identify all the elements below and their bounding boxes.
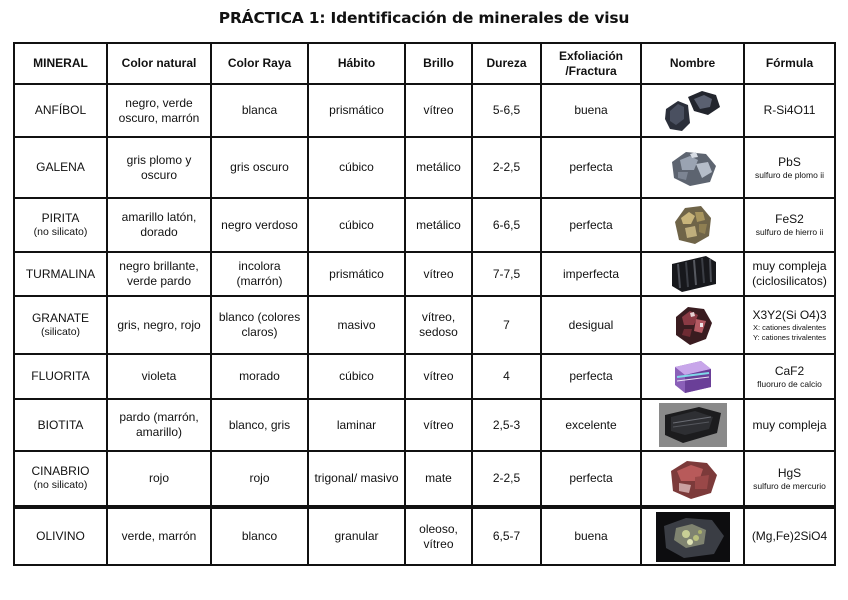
cell-dureza: 6,5-7	[472, 507, 541, 565]
header-nombre: Nombre	[641, 43, 744, 84]
cell-dureza: 7	[472, 296, 541, 354]
cell-exfoliacion: buena	[541, 507, 641, 565]
cell-nombre	[641, 451, 744, 507]
cell-color-raya: rojo	[211, 451, 308, 507]
cell-exfoliacion: perfecta	[541, 137, 641, 198]
cell-habito: trigonal/ masivo	[308, 451, 405, 507]
cell-color-raya: negro verdoso	[211, 198, 308, 252]
cell-color-raya: blanca	[211, 84, 308, 137]
cell-dureza: 5-6,5	[472, 84, 541, 137]
cell-color-raya: blanco	[211, 507, 308, 565]
formula-text: muy compleja	[752, 417, 827, 432]
table-row	[14, 507, 835, 565]
cell-nombre	[641, 354, 744, 399]
header-formula: Fórmula	[744, 43, 835, 84]
mineral-note: (no silicato)	[33, 225, 88, 238]
formula-text: muy compleja	[752, 259, 827, 273]
cell-formula	[744, 507, 835, 565]
cell-dureza: 2-2,5	[472, 451, 541, 507]
cell-exfoliacion: imperfecta	[541, 252, 641, 296]
cell-dureza: 2,5-3	[472, 399, 541, 451]
cell-mineral: FLUORITA	[14, 354, 107, 399]
cell-brillo: vítreo	[405, 84, 472, 137]
header-color-raya: Color Raya	[211, 43, 308, 84]
cell-mineral: BIOTITA	[14, 399, 107, 451]
cell-formula	[744, 137, 835, 198]
cell-exfoliacion: perfecta	[541, 354, 641, 399]
cell-nombre	[641, 507, 744, 565]
table-row	[14, 399, 835, 451]
cell-color-raya: blanco (colores claros)	[211, 296, 308, 354]
cell-formula	[744, 296, 835, 354]
cell-habito: cúbico	[308, 354, 405, 399]
minerals-table	[13, 42, 836, 566]
cell-habito: prismático	[308, 252, 405, 296]
cell-color-natural: violeta	[107, 354, 211, 399]
header-brillo: Brillo	[405, 43, 472, 84]
cell-brillo: vítreo	[405, 399, 472, 451]
cell-nombre	[641, 198, 744, 252]
cell-formula	[744, 84, 835, 137]
cell-habito: masivo	[308, 296, 405, 354]
formula-note: sulfuro de hierro ii	[755, 227, 824, 238]
cell-formula	[744, 354, 835, 399]
cell-color-natural: pardo (marrón, amarillo)	[107, 399, 211, 451]
cell-formula	[744, 252, 835, 296]
cell-exfoliacion: excelente	[541, 399, 641, 451]
formula-note: Y: cationes trivalentes	[753, 332, 826, 342]
fluorita-mineral-image	[671, 359, 715, 395]
cell-color-natural: negro, verde oscuro, marrón	[107, 84, 211, 137]
anfibol-mineral-image	[662, 89, 724, 133]
cell-brillo: vítreo, sedoso	[405, 296, 472, 354]
header-dureza: Dureza	[472, 43, 541, 84]
cell-color-natural: gris plomo y oscuro	[107, 137, 211, 198]
header-exfoliacion	[541, 43, 641, 84]
cell-color-raya: incolora (marrón)	[211, 252, 308, 296]
cell-brillo: vítreo	[405, 354, 472, 399]
table-row	[14, 137, 835, 198]
cell-mineral: TURMALINA	[14, 252, 107, 296]
formula-text: X3Y2(Si O4)3	[752, 307, 827, 322]
table-row	[14, 252, 835, 296]
cell-habito: cúbico	[308, 137, 405, 198]
olivino-mineral-image	[656, 512, 730, 562]
cell-nombre	[641, 252, 744, 296]
cell-color-natural: amarillo latón, dorado	[107, 198, 211, 252]
cell-color-natural: verde, marrón	[107, 507, 211, 565]
cell-habito: granular	[308, 507, 405, 565]
cell-mineral: OLIVINO	[14, 507, 107, 565]
cell-nombre	[641, 399, 744, 451]
formula-text: HgS	[777, 465, 802, 480]
header-row	[14, 43, 835, 84]
mineral-note: (silicato)	[40, 325, 81, 338]
cinabrio-mineral-image	[665, 457, 721, 501]
cell-mineral: GALENA	[14, 137, 107, 198]
formula-text: PbS	[778, 154, 801, 169]
header-color-natural: Color natural	[107, 43, 211, 84]
table-row	[14, 296, 835, 354]
cell-color-natural: rojo	[107, 451, 211, 507]
turmalina-mineral-image	[666, 254, 720, 294]
cell-mineral	[14, 451, 107, 507]
cell-mineral: ANFÍBOL	[14, 84, 107, 137]
cell-brillo: mate	[405, 451, 472, 507]
cell-dureza: 7-7,5	[472, 252, 541, 296]
cell-brillo: metálico	[405, 137, 472, 198]
cell-brillo: metálico	[405, 198, 472, 252]
cell-color-raya: blanco, gris	[211, 399, 308, 451]
header-habito: Hábito	[308, 43, 405, 84]
galena-mineral-image	[666, 148, 720, 188]
cell-exfoliacion: perfecta	[541, 451, 641, 507]
cell-exfoliacion: buena	[541, 84, 641, 137]
page-title: PRÁCTICA 1: Identificación de minerales de visu	[218, 9, 630, 27]
table-row	[14, 84, 835, 137]
cell-formula	[744, 399, 835, 451]
cell-color-natural: gris, negro, rojo	[107, 296, 211, 354]
formula-text: (Mg,Fe)2SiO4	[751, 529, 828, 543]
cell-color-natural: negro brillante, verde pardo	[107, 252, 211, 296]
cell-exfoliacion: desigual	[541, 296, 641, 354]
formula-note: X: cationes divalentes	[753, 322, 826, 332]
cell-exfoliacion: perfecta	[541, 198, 641, 252]
cell-dureza: 4	[472, 354, 541, 399]
cell-brillo: vítreo	[405, 252, 472, 296]
cell-mineral	[14, 198, 107, 252]
cell-mineral	[14, 296, 107, 354]
mineral-name: CINABRIO	[31, 464, 90, 479]
header-mineral: MINERAL	[14, 43, 107, 84]
cell-nombre	[641, 137, 744, 198]
formula-note: sulfuro de mercurio	[753, 480, 826, 491]
cell-formula	[744, 198, 835, 252]
table-row	[14, 451, 835, 507]
biotita-mineral-image	[659, 403, 727, 447]
granate-mineral-image	[670, 303, 716, 347]
cell-habito: prismático	[308, 84, 405, 137]
cell-color-raya: morado	[211, 354, 308, 399]
cell-habito: laminar	[308, 399, 405, 451]
mineral-name: PIRITA	[41, 210, 80, 225]
pirita-mineral-image	[671, 204, 715, 246]
cell-brillo: oleoso, vítreo	[405, 507, 472, 565]
cell-habito: cúbico	[308, 198, 405, 252]
cell-formula	[744, 451, 835, 507]
header-exfoliacion-line1: Exfoliación	[558, 48, 623, 63]
cell-nombre	[641, 296, 744, 354]
mineral-note: (no silicato)	[33, 479, 88, 492]
table-row	[14, 354, 835, 399]
table-row	[14, 198, 835, 252]
header-exfoliacion-line2: /Fractura	[565, 63, 617, 78]
cell-nombre	[641, 84, 744, 137]
formula-text: CaF2	[774, 363, 805, 378]
cell-dureza: 2-2,5	[472, 137, 541, 198]
formula-text: FeS2	[775, 212, 804, 227]
mineral-name: GRANATE	[31, 310, 90, 325]
formula-note: (ciclosilicatos)	[752, 274, 827, 288]
formula-note: sulfuro de plomo ii	[755, 169, 824, 180]
formula-text: R-Si4O11	[763, 103, 816, 117]
cell-dureza: 6-6,5	[472, 198, 541, 252]
cell-color-raya: gris oscuro	[211, 137, 308, 198]
formula-note: fluoruro de calcio	[757, 378, 822, 389]
